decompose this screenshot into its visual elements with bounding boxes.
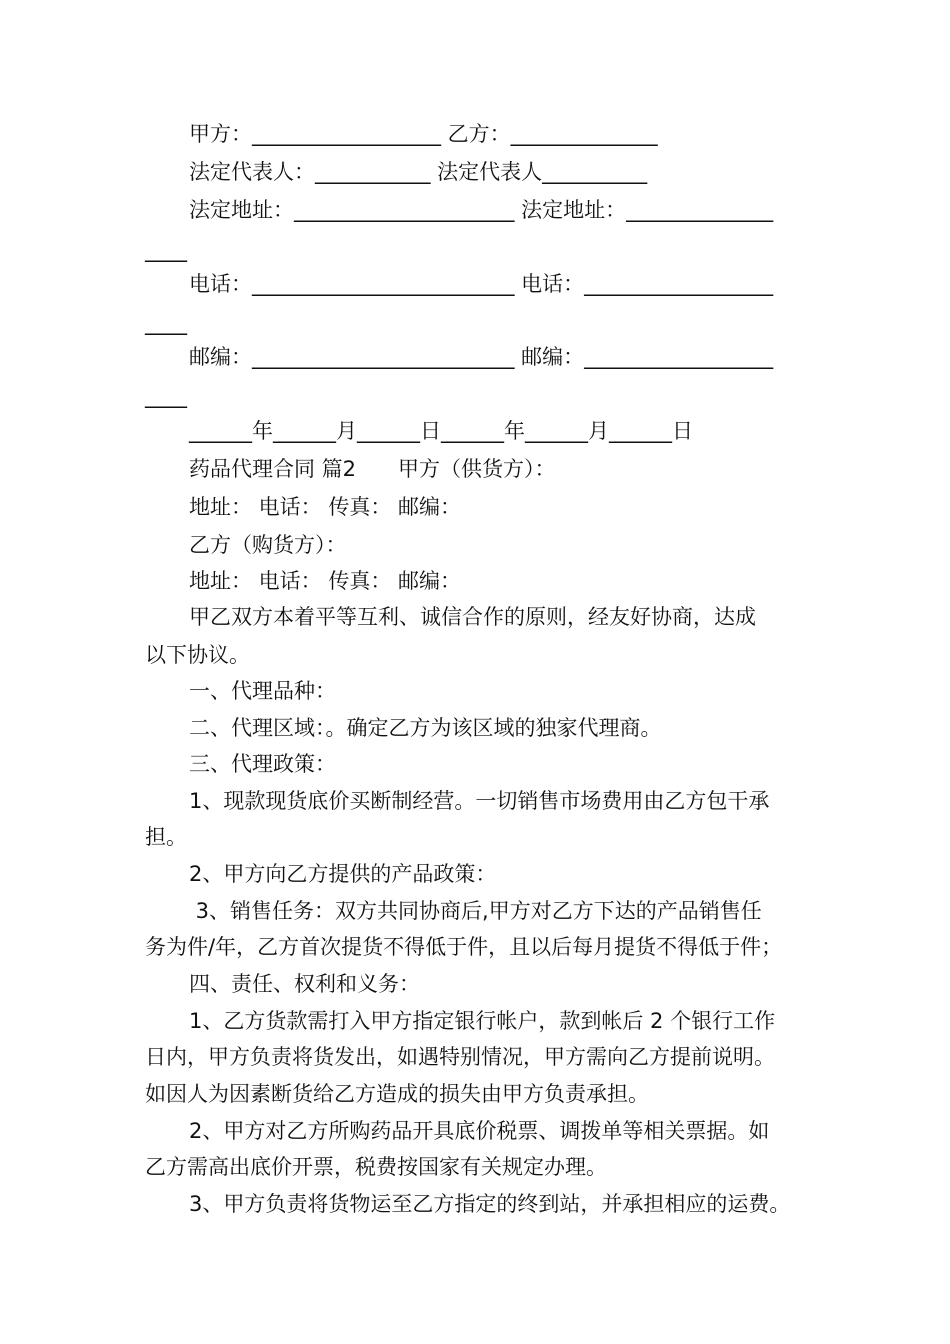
clause-4-1-cont2: 如因人为因素断货给乙方造成的损失由甲方负责承担。 <box>145 1082 649 1106</box>
clause-3-3: 3、销售任务：双方共同协商后,甲方对乙方下达的产品销售任 <box>189 899 762 923</box>
clause-4-1: 1、乙方货款需打入甲方指定银行帐户，款到帐后 2 个银行工作 <box>189 1009 776 1033</box>
intro-paragraph: 甲乙双方本着平等互利、诚信合作的原则，经友好协商，达成 <box>189 605 756 629</box>
clause-3-1: 1、现款现货底价买断制经营。一切销售市场费用由乙方包干承 <box>189 789 770 813</box>
postcode-line: 邮编：_________________________ 邮编：__________________ <box>189 345 774 369</box>
section-heading-3: 三、代理政策： <box>189 752 336 776</box>
clause-3-3-cont: 务为件/年，乙方首次提货不得低于件，且以后每月提货不得低于件； <box>145 935 783 959</box>
clause-3-2: 2、甲方向乙方提供的产品政策： <box>189 862 497 886</box>
postcode-cont: ____ <box>145 384 187 408</box>
clause-4-2: 2、甲方对乙方所购药品开具底价税票、调拨单等相关票据。如 <box>189 1119 770 1143</box>
section-heading-2: 二、代理区域：。确定乙方为该区域的独家代理商。 <box>189 716 662 740</box>
legal-address-line: 法定地址：_____________________ 法定地址：______________ <box>189 198 774 222</box>
party-a-info: 地址： 电话： 传真： 邮编： <box>189 495 462 519</box>
legal-address-cont: ____ <box>145 238 187 262</box>
party-b-info: 地址： 电话： 传真： 邮编： <box>189 569 462 593</box>
date-line: ______年______月______日______年______月______日 <box>189 419 693 443</box>
clause-4-1-cont: 日内，甲方负责将货发出，如遇特别情况，甲方需向乙方提前说明。 <box>145 1045 775 1069</box>
section-heading-4: 四、责任、权利和义务： <box>189 972 420 996</box>
party-line: 甲方：__________________ 乙方：______________ <box>189 122 658 146</box>
clause-4-2-cont: 乙方需高出底价开票，税费按国家有关规定办理。 <box>145 1155 607 1179</box>
clause-3-1-cont: 担。 <box>145 825 187 849</box>
party-b-label: 乙方（购货方）： <box>189 533 347 557</box>
phone-line: 电话：_________________________ 电话：__________________ <box>189 272 774 296</box>
clause-4-3: 3、甲方负责将货物运至乙方指定的终到站，并承担相应的运费。 <box>189 1192 791 1216</box>
phone-cont: ____ <box>145 311 187 335</box>
legal-rep-line: 法定代表人：___________ 法定代表人__________ <box>189 160 648 184</box>
contract-heading: 药品代理合同 篇2 甲方（供货方）： <box>189 457 556 481</box>
intro-paragraph-cont: 以下协议。 <box>145 643 250 667</box>
section-heading-1: 一、代理品种： <box>189 679 336 703</box>
